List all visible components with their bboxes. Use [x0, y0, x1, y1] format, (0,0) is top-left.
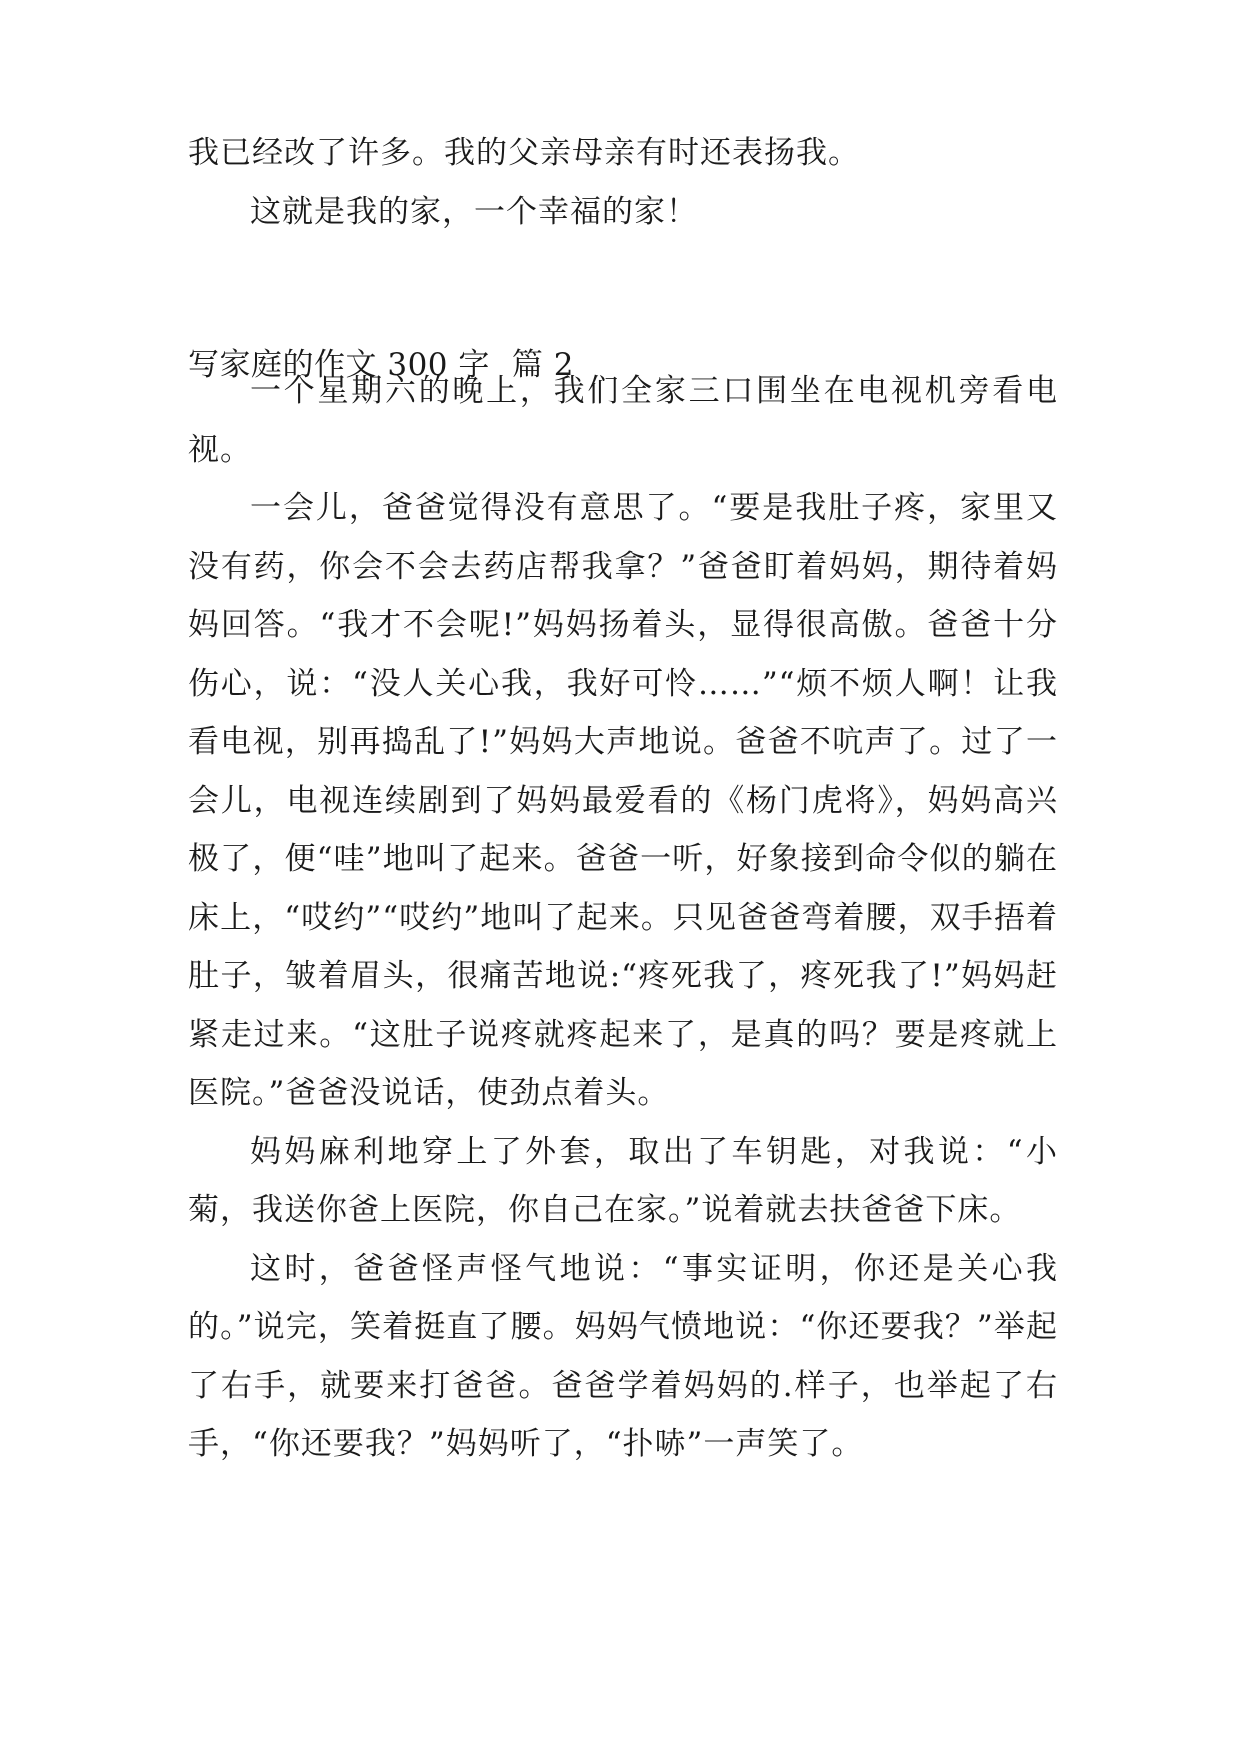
section-title-text: 写家庭的作文 300 字 — [188, 347, 490, 383]
section-2-body — [188, 362, 1058, 1474]
paragraph: 妈妈麻利地穿上了外套，取出了车钥匙，对我说：“小菊，我送你爸上医院，你自己在家。”说着就去扶爸爸下床。 — [188, 1133, 1058, 1228]
section-1-body — [188, 124, 1058, 241]
section-part-label: 篇 2 — [511, 347, 574, 383]
paragraph: 一会儿，爸爸觉得没有意思了。“要是我肚子疼，家里又没有药，你会不会去药店帮我拿？”爸爸盯着妈妈，期待着妈妈回答。“我才不会呢!”妈妈扬着头，显得很高傲。爸爸十分伤心，说：“没人关心我，我好可怜……”“烦不烦人啊！让我看电视，别再捣乱了!”妈妈大声地说。爸爸不吭声了。过了一会儿，电视连续剧到了妈妈最爱看的《杨门虎将》，妈妈高兴极了，便“哇”地叫了起来。爸爸一听，好象接到命令似的躺在床上，“哎约”“哎约”地叫了起来。只见爸爸弯着腰，双手捂着肚子，皱着眉头，很痛苦地说:“疼死我了，疼死我了!”妈妈赶紧走过来。“这肚子说疼就疼起来了，是真的吗？要是疼就上医院。”爸爸没说话，使劲点着头。 — [188, 490, 1058, 1111]
paragraph-continuation: 我已经改了许多。我的父亲母亲有时还表扬我。 — [188, 135, 860, 171]
paragraph-closing: 这就是我的家，一个幸福的家！ — [250, 193, 698, 230]
paragraph: 一个星期六的晚上，我们全家三口围坐在电视机旁看电视。 — [188, 373, 1058, 468]
paragraph: 这时，爸爸怪声怪气地说：“事实证明，你还是关心我的。”说完，笑着挺直了腰。妈妈气愤地说：“你还要我？”举起了右手，就要来打爸爸。爸爸学着妈妈的.样子，也举起了右手，“你还要我？”妈妈听了，“扑哧”一声笑了。 — [188, 1250, 1058, 1462]
